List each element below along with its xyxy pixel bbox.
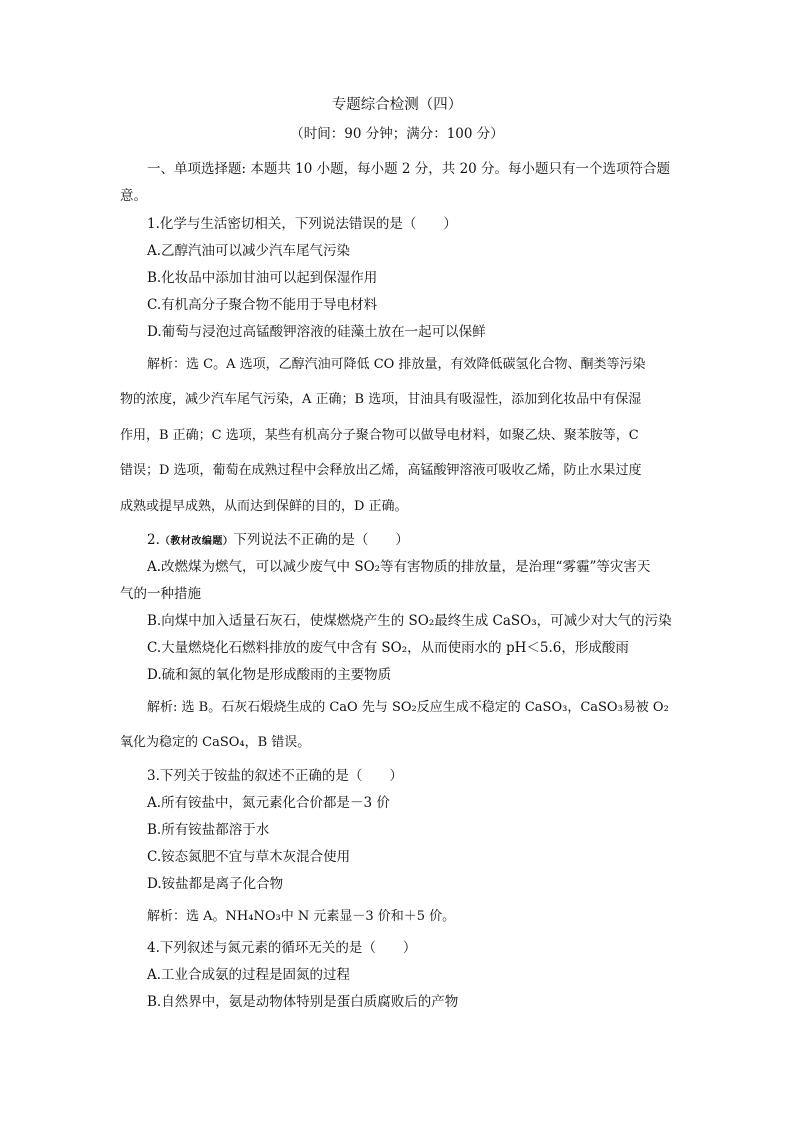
section-heading-cont: 意。 (120, 188, 147, 204)
q2-stem (147, 531, 409, 551)
q2-option-a: A.改燃煤为燃气，可以减少废气中 SO₂等有害物质的排放量，是治理“雾霾”等灾害天 (147, 559, 651, 575)
q4-option-a: A.工业合成氨的过程是固氮的过程 (147, 967, 351, 983)
q2-option-d: D.硫和氮的氧化物是形成酸雨的主要物质 (147, 667, 392, 683)
q1-analysis-cont: 成熟或提早成熟，从而达到保鲜的目的，D 正确。 (120, 499, 408, 514)
q1-option-b: B.化妆品中添加甘油可以起到保湿作用 (147, 270, 378, 286)
page-title: 专题综合检测（四） (331, 97, 463, 113)
exam-info: （时间：90 分钟；满分：100 分） (290, 126, 504, 142)
q1-analysis-cont: 作用，B 正确；C 选项，某些有机高分子聚合物可以做导电材料，如聚乙炔、聚苯胺等，C (120, 428, 639, 443)
q1-stem: 1.化学与生活密切相关，下列说法错误的是（ ） (147, 216, 457, 232)
q3-option-c: C.铵态氮肥不宜与草木灰混合使用 (147, 849, 351, 865)
section-heading: 一、单项选择题: 本题共 10 小题，每小题 2 分，共 20 分。每小题只有一个选项符合题 (147, 161, 671, 177)
q3-option-b: B.所有铵盐都溶于水 (147, 822, 270, 838)
q1-analysis: 解析：选 C。A 选项，乙醇汽油可降低 CO 排放量，有效降低碳氢化合物、酮类等污染 (147, 357, 646, 372)
q2-analysis: 解析: 选 B。石灰石煅烧生成的 CaO 先与 SO₂反应生成不稳定的 CaSO₃，CaSO₃易被 O₂ (147, 700, 669, 715)
q1-option-d: D.葡萄与浸泡过高锰酸钾溶液的硅藻土放在一起可以保鲜 (147, 324, 486, 340)
q2-analysis-cont: 氧化为稳定的 CaSO₄，B 错误。 (120, 735, 311, 750)
q3-option-a: A.所有铵盐中，氮元素化合价都是－3 价 (147, 795, 390, 811)
q4-stem: 4.下列叙述与氮元素的循环无关的是（ ） (147, 940, 417, 956)
q2-option-b: B.向煤中加入适量石灰石，使煤燃烧产生的 SO₂最终生成 CaSO₃，可减少对大气的污染 (147, 613, 672, 629)
q3-option-d: D.铵盐都是离子化合物 (147, 876, 284, 892)
q1-analysis-cont: 错误；D 选项，葡萄在成熟过程中会释放出乙烯，高锰酸钾溶液可吸收乙烯，防止水果过度 (120, 463, 642, 478)
q2-number: 2. (147, 532, 160, 548)
q2-option-a-cont: 气的一种措施 (120, 586, 201, 602)
q2-stem-text: 下列说法不正确的是（ ） (233, 532, 409, 548)
q2-option-c: C.大量燃烧化石燃料排放的废气中含有 SO₂，从而使雨水的 pH＜5.6，形成酸雨 (147, 640, 629, 656)
q1-option-c: C.有机高分子聚合物不能用于导电材料 (147, 297, 378, 313)
q4-option-b: B.自然界中，氨是动物体特别是蛋白质腐败后的产物 (147, 994, 459, 1010)
q3-analysis: 解析：选 A。NH₄NO₃中 N 元素显－3 价和＋5 价。 (147, 909, 456, 924)
q2-source-tag: （教材改编题） (159, 536, 234, 547)
q1-analysis-cont: 物的浓度，减少汽车尾气污染，A 正确；B 选项，甘油具有吸湿性，添加到化妆品中有保湿 (120, 392, 642, 407)
q1-option-a: A.乙醇汽油可以减少汽车尾气污染 (147, 243, 351, 259)
q3-stem: 3.下列关于铵盐的叙述不正确的是（ ） (147, 768, 403, 784)
